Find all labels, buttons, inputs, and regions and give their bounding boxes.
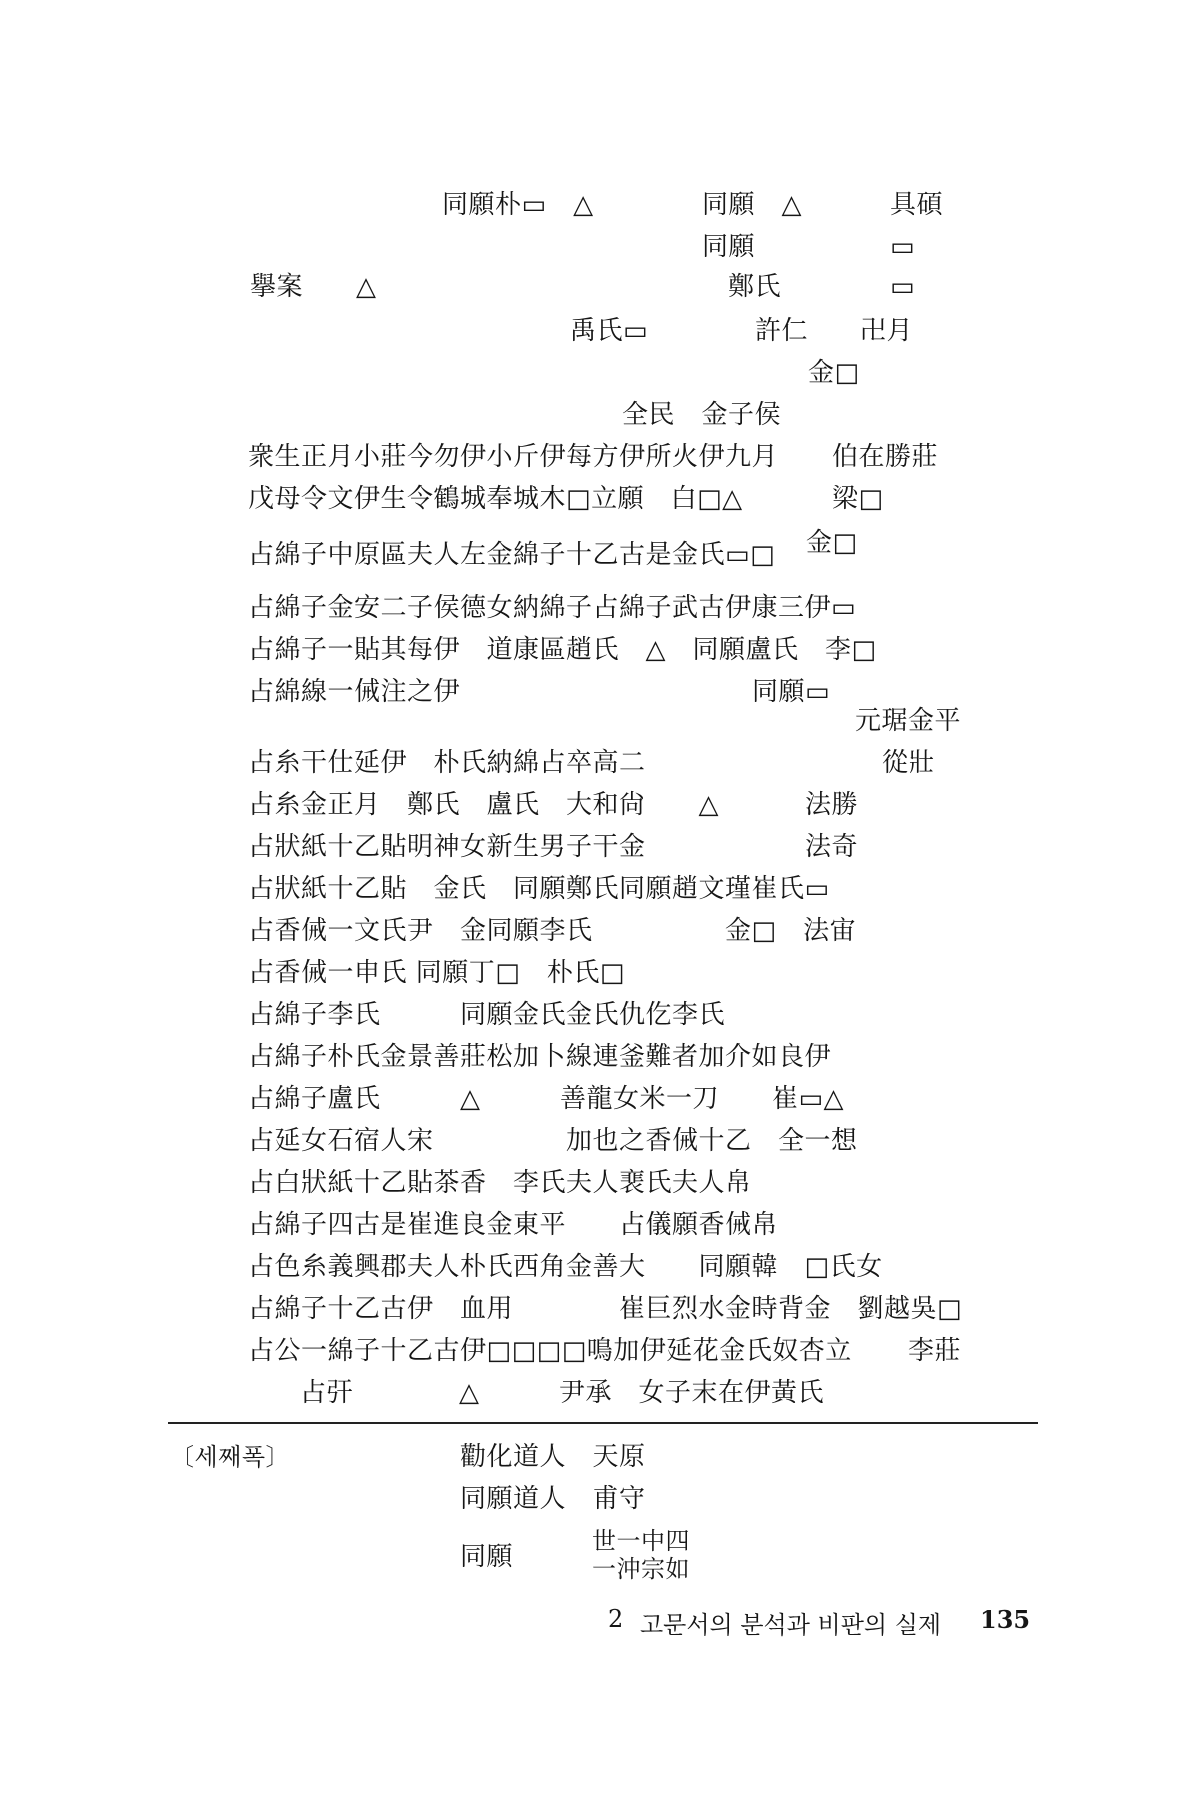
- chapter-title: 고문서의 분석과 비판의 실제: [640, 1611, 942, 1639]
- text-line: 擧案 △: [250, 272, 377, 302]
- text-line: 許仁: [755, 316, 809, 346]
- text-line: 金□ 法宙: [725, 916, 857, 946]
- text-line: ▭: [890, 272, 916, 302]
- chapter-number: 2: [608, 1605, 624, 1633]
- text-line: 同願▭: [752, 677, 831, 707]
- text-line: 一沖宗如: [592, 1555, 690, 1583]
- text-line: 鄭氏: [728, 272, 782, 302]
- text-line: 占綿子四古是崔進良金東平 占儀願香㑘帛: [248, 1210, 779, 1240]
- text-line: 同願道人 甫守: [460, 1484, 646, 1514]
- text-line: 占糸干仕延伊 朴氏納綿占卒高二: [248, 748, 646, 778]
- text-line: 占綿子盧氏 △ 善龍女米一刀 崔▭△: [248, 1084, 845, 1114]
- text-line: 金□: [806, 528, 858, 558]
- text-line: 占綿子朴氏金景善莊松加卜線連釜難者加介如良伊: [248, 1042, 832, 1072]
- text-line: 法勝: [805, 790, 859, 820]
- text-line: 同願: [702, 232, 756, 262]
- text-line: 世一中四: [592, 1527, 690, 1555]
- text-line: 占綿子一貼其每伊 道康區趙氏 △ 同願盧氏 李□: [248, 635, 877, 665]
- text-line: 占綿線一㑘注之伊: [248, 677, 461, 707]
- text-line: 占香㑘一申氏 同願丁□ 朴氏□: [248, 958, 625, 988]
- text-line: 法奇: [805, 832, 859, 862]
- section-label: 〔세째폭〕: [170, 1443, 291, 1471]
- text-line: 衆生正月小莊今勿伊小斤伊每方伊所火伊九月: [248, 442, 779, 472]
- page-number: 135: [980, 1605, 1031, 1634]
- text-line: 占綿子十乙古伊 血用 崔巨烈水金時背金 劉越吳□: [248, 1294, 963, 1324]
- text-line: 占狀紙十乙貼明神女新生男子干金: [248, 832, 646, 862]
- text-line: 同願: [460, 1542, 514, 1572]
- text-line: 從壯: [882, 748, 936, 778]
- text-line: 占白狀紙十乙貼茶香 李氏夫人裵氏夫人帛: [248, 1168, 752, 1198]
- text-line: 占色糸義興郡夫人朴氏西角金善大 同願韓 □氏女: [248, 1252, 883, 1282]
- text-line: 占公一綿子十乙古伊□□□□鳴加伊延花金氏奴杏立: [248, 1336, 852, 1366]
- text-line: 梁□: [832, 484, 884, 514]
- text-line: 占綿子金安二子侯德女納綿子占綿子武古伊康三伊▭: [248, 593, 857, 623]
- section-divider: [168, 1422, 1038, 1424]
- text-line: 勸化道人 天原: [460, 1442, 646, 1472]
- text-line: 禹氏▭: [570, 316, 649, 346]
- text-line: 卍月: [860, 316, 914, 346]
- text-line: 占㢨 △ 尹承 女子末在伊黃氏: [300, 1378, 824, 1408]
- text-line: 同願 △: [702, 190, 802, 220]
- text-line: 元琚金平: [855, 706, 962, 736]
- text-line: 占狀紙十乙貼 金氏 同願鄭氏同願趙文瑾崔氏▭: [248, 874, 830, 904]
- text-line: 伯在勝莊: [832, 442, 939, 472]
- text-line: 金□: [808, 358, 860, 388]
- text-line: 戊母令文伊生令鶴城奉城木□立願 白□△: [248, 484, 743, 514]
- text-line: 占延女石宿人宋 加也之香㑘十乙 全一想: [248, 1126, 858, 1156]
- text-line: 占綿子中原區夫人左金綿子十乙古是金氏▭□: [248, 540, 776, 570]
- text-line: 具碩: [890, 190, 944, 220]
- text-line: 占綿子李氏 同願金氏金氏仇仡李氏: [248, 1000, 726, 1030]
- text-line: 占香㑘一文氏尹 金同願李氏: [248, 916, 593, 946]
- text-line: 占糸金正月 鄭氏 盧氏 大和尙 △: [248, 790, 719, 820]
- text-line: 李莊: [908, 1336, 962, 1366]
- text-line: 同願朴▭ △: [442, 190, 594, 220]
- text-line: ▭: [890, 232, 916, 262]
- text-line: 全民 金子侯: [622, 400, 782, 430]
